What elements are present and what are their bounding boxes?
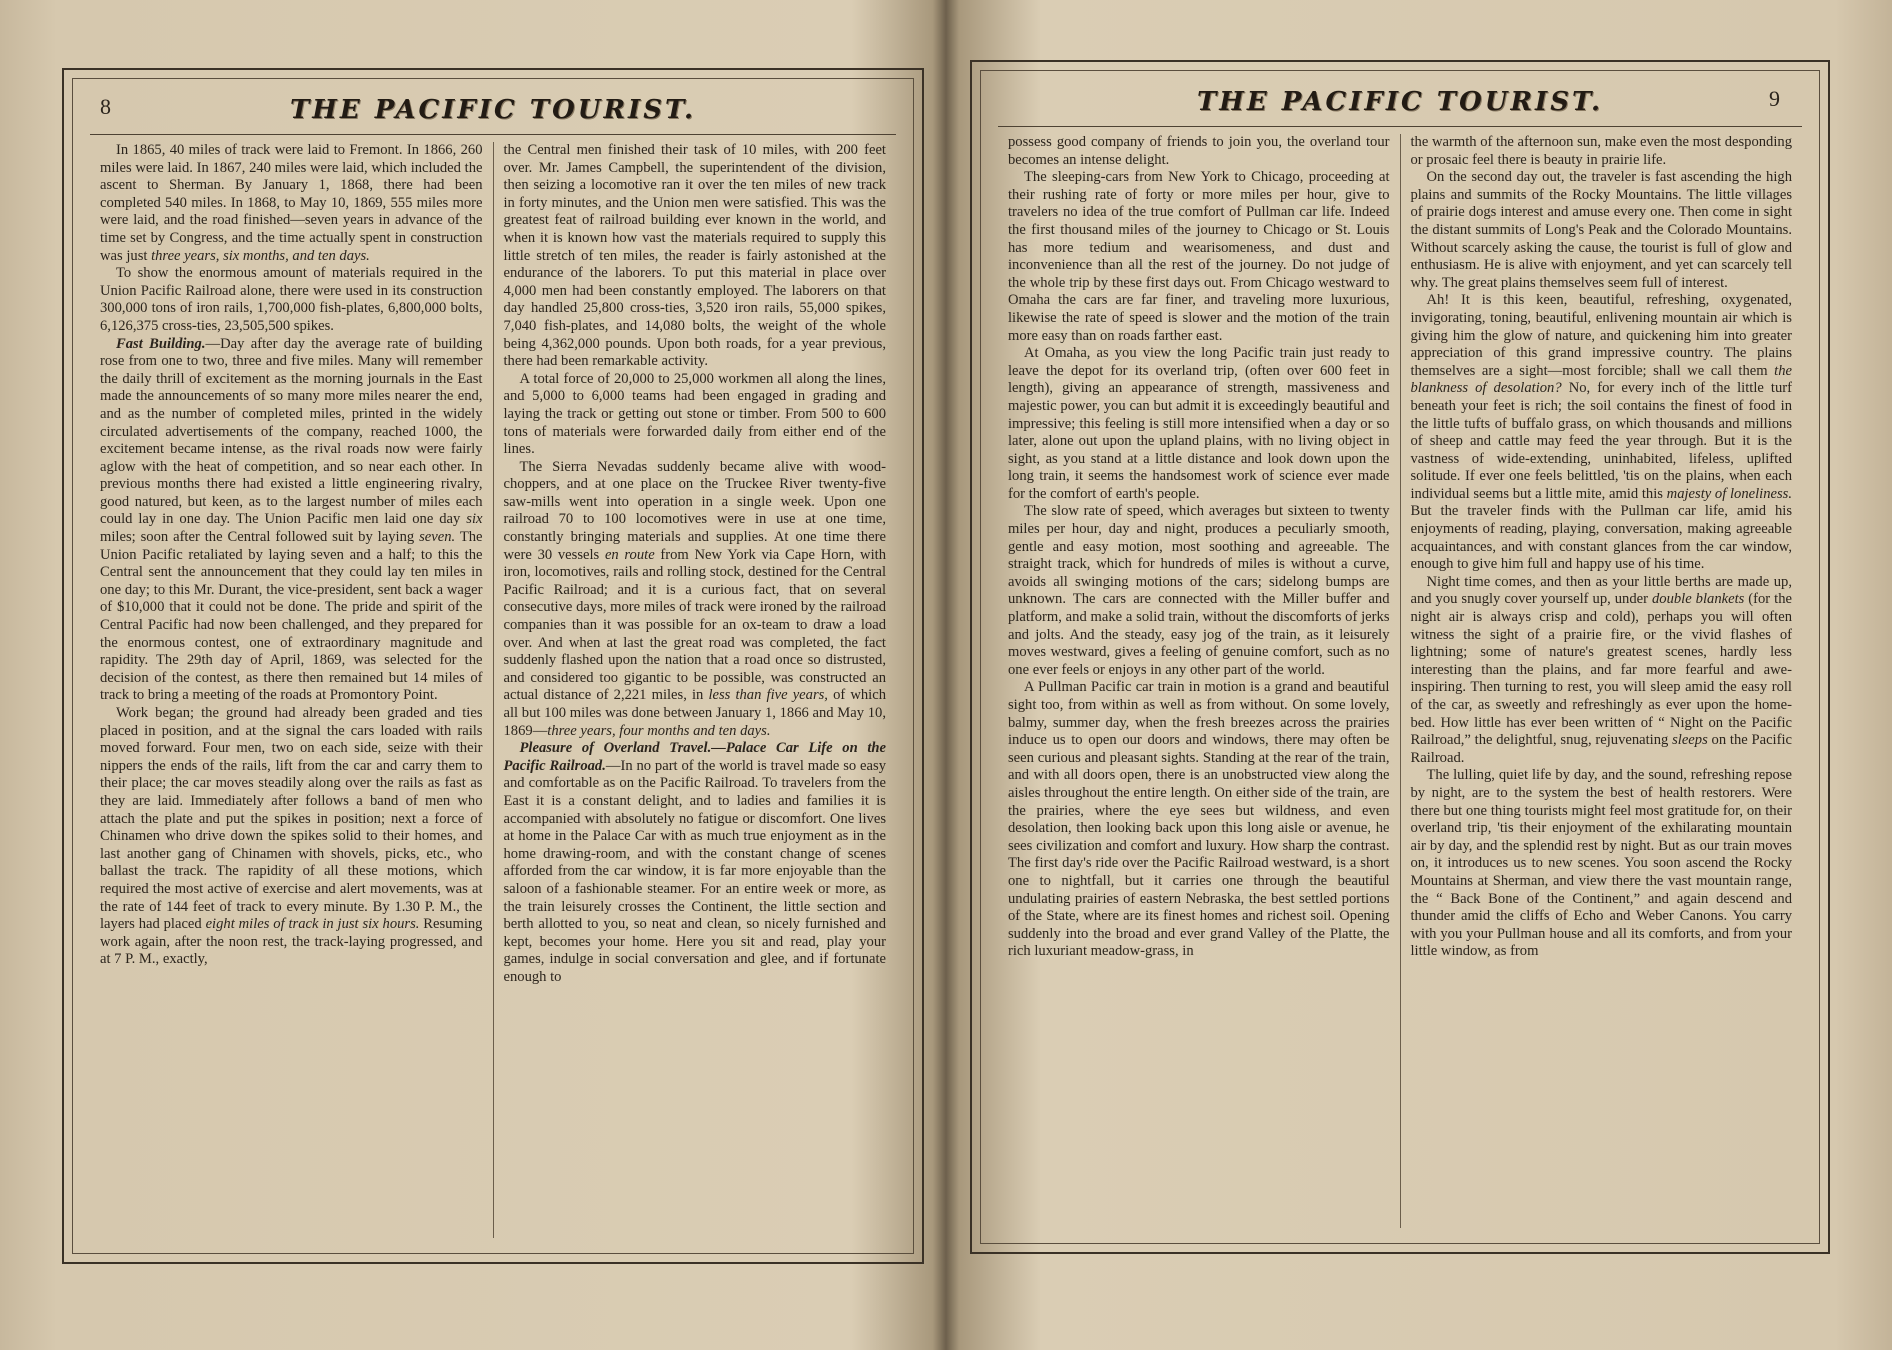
- paragraph: At Omaha, as you view the long Pacific train just ready to leave the depot for its overland trip, (often over 600 feet in length), giving an appearance of strength, massiveness and majestic power, you can but admit it is exceedingly beautiful and impressive; this feeling is still more intensified when a day or so later, alone out upon the upland plains, with no living object in sight, as you stand at a little distance and look down upon the long train, it seems the handsomest work of science ever made for the comfort of earth's people.: [1008, 345, 1390, 502]
- section-heading: Pleasure of Overland Travel.—Palace Car Life on the Pacific Railroad.: [503, 740, 886, 774]
- paragraph: Fast Building.—Day after day the average rate of building rose from one to two, three and five miles. Many will remember the daily thrill of excitement as the morning journals in the East made the announcements of so many more miles nearer the end, and as the number of completed miles, printed in the widely circulated advertisements of the company, reached 1000, the excitement became intense, as the rival roads now were fairly aglow with the heat of competition, and so near each other. In previous months there had existed a little engineering rivalry, good natured, but keen, as to the largest number of miles each could lay in one day. The Union Pacific men laid one day six miles; soon after the Central followed suit by laying seven. The Union Pacific retaliated by laying seven and a half; to this the Central sent the announcement that they could lay ten miles in one day; to this Mr. Durant, the vice-president, sent back a wager of $10,000 that it could not be done. The pride and spirit of the Central Pacific had now been challenged, and they prepared for the enormous contest, one of extraordinary magnitude and rapidity. The 29th day of April, 1869, was selected for the decision of the contest, as there then remained but 14 miles of track to bring a meeting of the roads at Promontory Point.: [100, 335, 483, 704]
- section-heading: Fast Building.: [116, 335, 206, 352]
- paragraph: In 1865, 40 miles of track were laid to Fremont. In 1866, 260 miles were laid. In 1867, 240 miles were laid, which included the ascent to Sherman. By January 1, 1868, there had been completed 540 miles. In 1868, to May 10, 1869, 555 miles more were laid, and the road finished—seven years in advance of the time set by Congress, and the time actually spent in construction was just three years, six months, and ten days.: [100, 142, 483, 264]
- paragraph: The Sierra Nevadas suddenly became alive with wood-choppers, and at one place on the Truckee River twenty-five saw-mills went into operation in a single week. Upon one railroad 70 to 100 locomotives were in use at one time, constantly bringing materials and supplies. At one time there were 30 vessels en route from New York via Cape Horn, with iron, locomotives, rails and rolling stock, destined for the Central Pacific Railroad; and it is a curious fact, that on several consecutive days, more miles of track were ironed by the railroad companies than it was possible for an ox-team to draw a load over. And when at last the great road was completed, the fact suddenly flashed upon the nation that a road once so distrusted, and considered too gigantic to be possible, was constructed an actual distance of 2,221 miles, in less than five years, of which all but 100 miles was done between January 1, 1866 and May 10, 1869—three years, four months and ten days.: [503, 458, 887, 739]
- column-2: [1400, 134, 1803, 1228]
- column-2: [493, 142, 897, 1238]
- paragraph: The sleeping-cars from New York to Chicago, proceeding at their rushing rate of forty or more miles per hour, give to travelers no idea of the true comfort of Pullman car life. Indeed the first thousand miles of the journey to Chicago or St. Louis has more tedium and wearisomeness, and dust and inconvenience than all the rest of the journey. Do not judge of the whole trip by these first days out. From Chicago westward to Omaha the cars are far finer, and traveling more luxurious, likewise the rate of speed is slower and the motion of the train more easy than on roads farther east.: [1008, 169, 1390, 344]
- paragraph: A Pullman Pacific car train in motion is a grand and beautiful sight too, from within as well as from without. On some lovely, balmy, summer day, when the fresh breezes across the prairies induce us to open our doors and windows, there may often be seen curious and pleasant sights. Standing at the rear of the train, and with all doors open, there is an unobstructed view along the aisles throughout the entire length. On either side of the train, are the prairies, where the eye sees but wildness, and even desolation, then looking back upon this long aisle or avenue, he sees civilization and comfort and luxury. How sharp the contrast. The first day's ride over the Pacific Railroad westward, is a short one to nightfall, but it carries one through the beautiful undulating prairies of eastern Nebraska, the best settled portions of the State, where are its finest homes and richest soil. Opening suddenly into the broad and ever grand Valley of the Platte, the rich luxuriant meadow-grass, in: [1008, 679, 1390, 960]
- page-number: 8: [100, 94, 111, 119]
- paragraph: To show the enormous amount of materials required in the Union Pacific Railroad alone, there were used in its construction 300,000 tons of iron rails, 1,700,000 fish-plates, 6,800,000 bolts, 6,126,375 cross-ties, 23,505,500 spikes.: [100, 265, 483, 334]
- page-header: [990, 84, 1810, 120]
- paragraph: A total force of 20,000 to 25,000 workmen all along the lines, and 5,000 to 6,000 teams had been engaged in grading and laying the track or getting out stone or timber. From 500 to 600 tons of materials were forwarded daily from either end of the lines.: [503, 370, 886, 458]
- paragraph: Night time comes, and then as your little berths are made up, and you snugly cover yourself up, under double blankets (for the night air is always crisp and cold), perhaps you will often witness the sight of a prairie fire, or the vivid flashes of lightning; some of nature's greatest scenes, hardly less interesting than the plains, and far more fearful and awe-inspiring. Then turning to rest, you will sleep amid the easy roll of the car, as sweetly and refreshingly as ever upon the home-bed. How little has ever been written of “ Night on the Pacific Railroad,” the delightful, snug, rejuvenating sleeps on the Pacific Railroad.: [1410, 573, 1793, 766]
- running-head: THE PACIFIC TOURIST.: [289, 95, 697, 125]
- page-number: 9: [1769, 86, 1780, 111]
- right-page: [948, 0, 1892, 1350]
- text-columns: [998, 134, 1802, 1228]
- page-header: [82, 92, 904, 128]
- header-rule: [998, 126, 1802, 127]
- paragraph: The slow rate of speed, which averages but sixteen to twenty miles per hour, day and night, produces a peculiarly smooth, gentle and easy motion, most soothing and agreeable. The straight track, which for hundreds of miles is without a curve, avoids all swinging motions of the cars; sidelong bumps are unknown. The cars are connected with the Miller buffer and platform, and make a solid train, without the discomforts of jerks and jolts. And the steady, easy jog of the train, as it leisurely moves westward, gives a feeling of genuine comfort, such as no one ever feels or enjoys in any other part of the world.: [1008, 503, 1390, 678]
- paragraph: possess good company of friends to join you, the overland tour becomes an intense delight.: [1008, 134, 1390, 168]
- paragraph: the Central men finished their task of 10 miles, with 200 feet over. Mr. James Campbell, the superintendent of the division, then seizing a locomotive ran it over the ten miles of new track in forty minutes, and the Union men were satisfied. This was the greatest feat of railroad building ever known in the world, and when it is known how vast the materials required to supply this little stretch of ten miles, the reader is fairly astonished at the endurance of the laborers. To put this material in place over 4,000 men had been constantly employed. The laborers on that day handled 25,800 cross-ties, 3,520 iron rails, 55,000 spikes, 7,040 fish-plates, and 14,080 bolts, the weight of the whole being 4,362,000 pounds. Upon both roads, for a year previous, there had been remarkable activity.: [503, 142, 886, 370]
- paragraph: Ah! It is this keen, beautiful, refreshing, oxygenated, invigorating, toning, beautiful, enlivening mountain air which is giving him the glow of nature, and quickening him into greater appreciation of this grand impressive country. The plains themselves are a sight—most forcible; shall we call them the blankness of desolation? No, for every inch of the little turf beneath your feet is rich; the soil contains the finest of food in the little tufts of buffalo grass, on which thousands and millions of sheep and cattle may feed the year through. But it is the vastness of wide-extending, uninhabited, lifeless, uplifted solitude. If ever one feels belittled, 'tis on the plains, when each individual seems but a little mite, amid this majesty of loneliness. But the traveler finds with the Pullman car life, amid his enjoyments of reading, playing, conversation, making agreeable acquaintances, and with constant glances from the car window, enough to give him full and happy use of his time.: [1410, 292, 1792, 573]
- page-frame: [62, 68, 924, 1264]
- paragraph: the warmth of the afternoon sun, make even the most desponding or prosaic feel there is beauty in prairie life.: [1410, 134, 1792, 168]
- left-page: [0, 0, 944, 1350]
- column-1: [998, 134, 1400, 1228]
- paragraph: Pleasure of Overland Travel.—Palace Car Life on the Pacific Railroad.—In no part of the world is travel made so easy and comfortable as on the Pacific Railroad. To travelers from the East it is a constant delight, and to ladies and families it is accompanied with absolutely no fatigue or discomfort. One lives at home in the Palace Car with as much true enjoyment as in the home drawing-room, and with the constant change of scenes afforded from the car window, it is far more enjoyable than the saloon of a fashionable steamer. For an entire week or more, as the train leisurely crosses the Continent, the little section and berth allotted to you, so neat and clean, so nicely furnished and kept, becomes your home. Here you sit and read, play your games, indulge in social conversation and glee, and if fortunate enough to: [503, 740, 886, 985]
- paragraph: The lulling, quiet life by day, and the sound, refreshing repose by night, are to the system the best of health restorers. Were there but one thing tourists might feel most gratitude for, on their overland trip, 'tis their enjoyment of the exhilarating mountain air by day, and the splendid rest by night. But as our train moves on, it introduces us to new scenes. You soon ascend the Rocky Mountains at Sherman, and view there the vast mountain range, the “ Back Bone of the Continent,” and again descend and thunder amid the cliffs of Echo and Weber Canons. You carry with you your Pullman house and all its comforts, and from your little window, as from: [1410, 767, 1792, 960]
- header-rule: [90, 134, 896, 135]
- column-1: [90, 142, 493, 1238]
- text-columns: [90, 142, 896, 1238]
- paragraph: Work began; the ground had already been graded and ties placed in position, and at the signal the cars loaded with rails moved forward. Four men, two on each side, seize with their nippers the ends of the rails, lift from the car and carry them to their place; the car moves steadily along over the rails as fast as they are laid. Immediately after follows a band of men who attach the plate and put the spikes in position; next a force of Chinamen who drive down the spikes solid to their homes, and last another gang of Chinamen with shovels, picks, etc., who ballast the track. The rapidity of all these motions, which required the most active of exercise and alert movements, was at the rate of 144 feet of track to every minute. By 1.30 P. M., the layers had placed eight miles of track in just six hours. Resuming work again, after the noon rest, the track-laying progressed, and at 7 P. M., exactly,: [100, 705, 483, 968]
- paragraph: On the second day out, the traveler is fast ascending the high plains and summits of the Rocky Mountains. The little villages of prairie dogs interest and amuse every one. Then come in sight the distant summits of Long's Peak and the Colorado Mountains. Without scarcely asking the cause, the tourist is full of glow and enthusiasm. He is alive with enjoyment, and yet can scarcely tell why. The great plains themselves seem full of interest.: [1410, 169, 1792, 291]
- page-frame: [970, 60, 1830, 1254]
- running-head: THE PACIFIC TOURIST.: [1196, 87, 1604, 117]
